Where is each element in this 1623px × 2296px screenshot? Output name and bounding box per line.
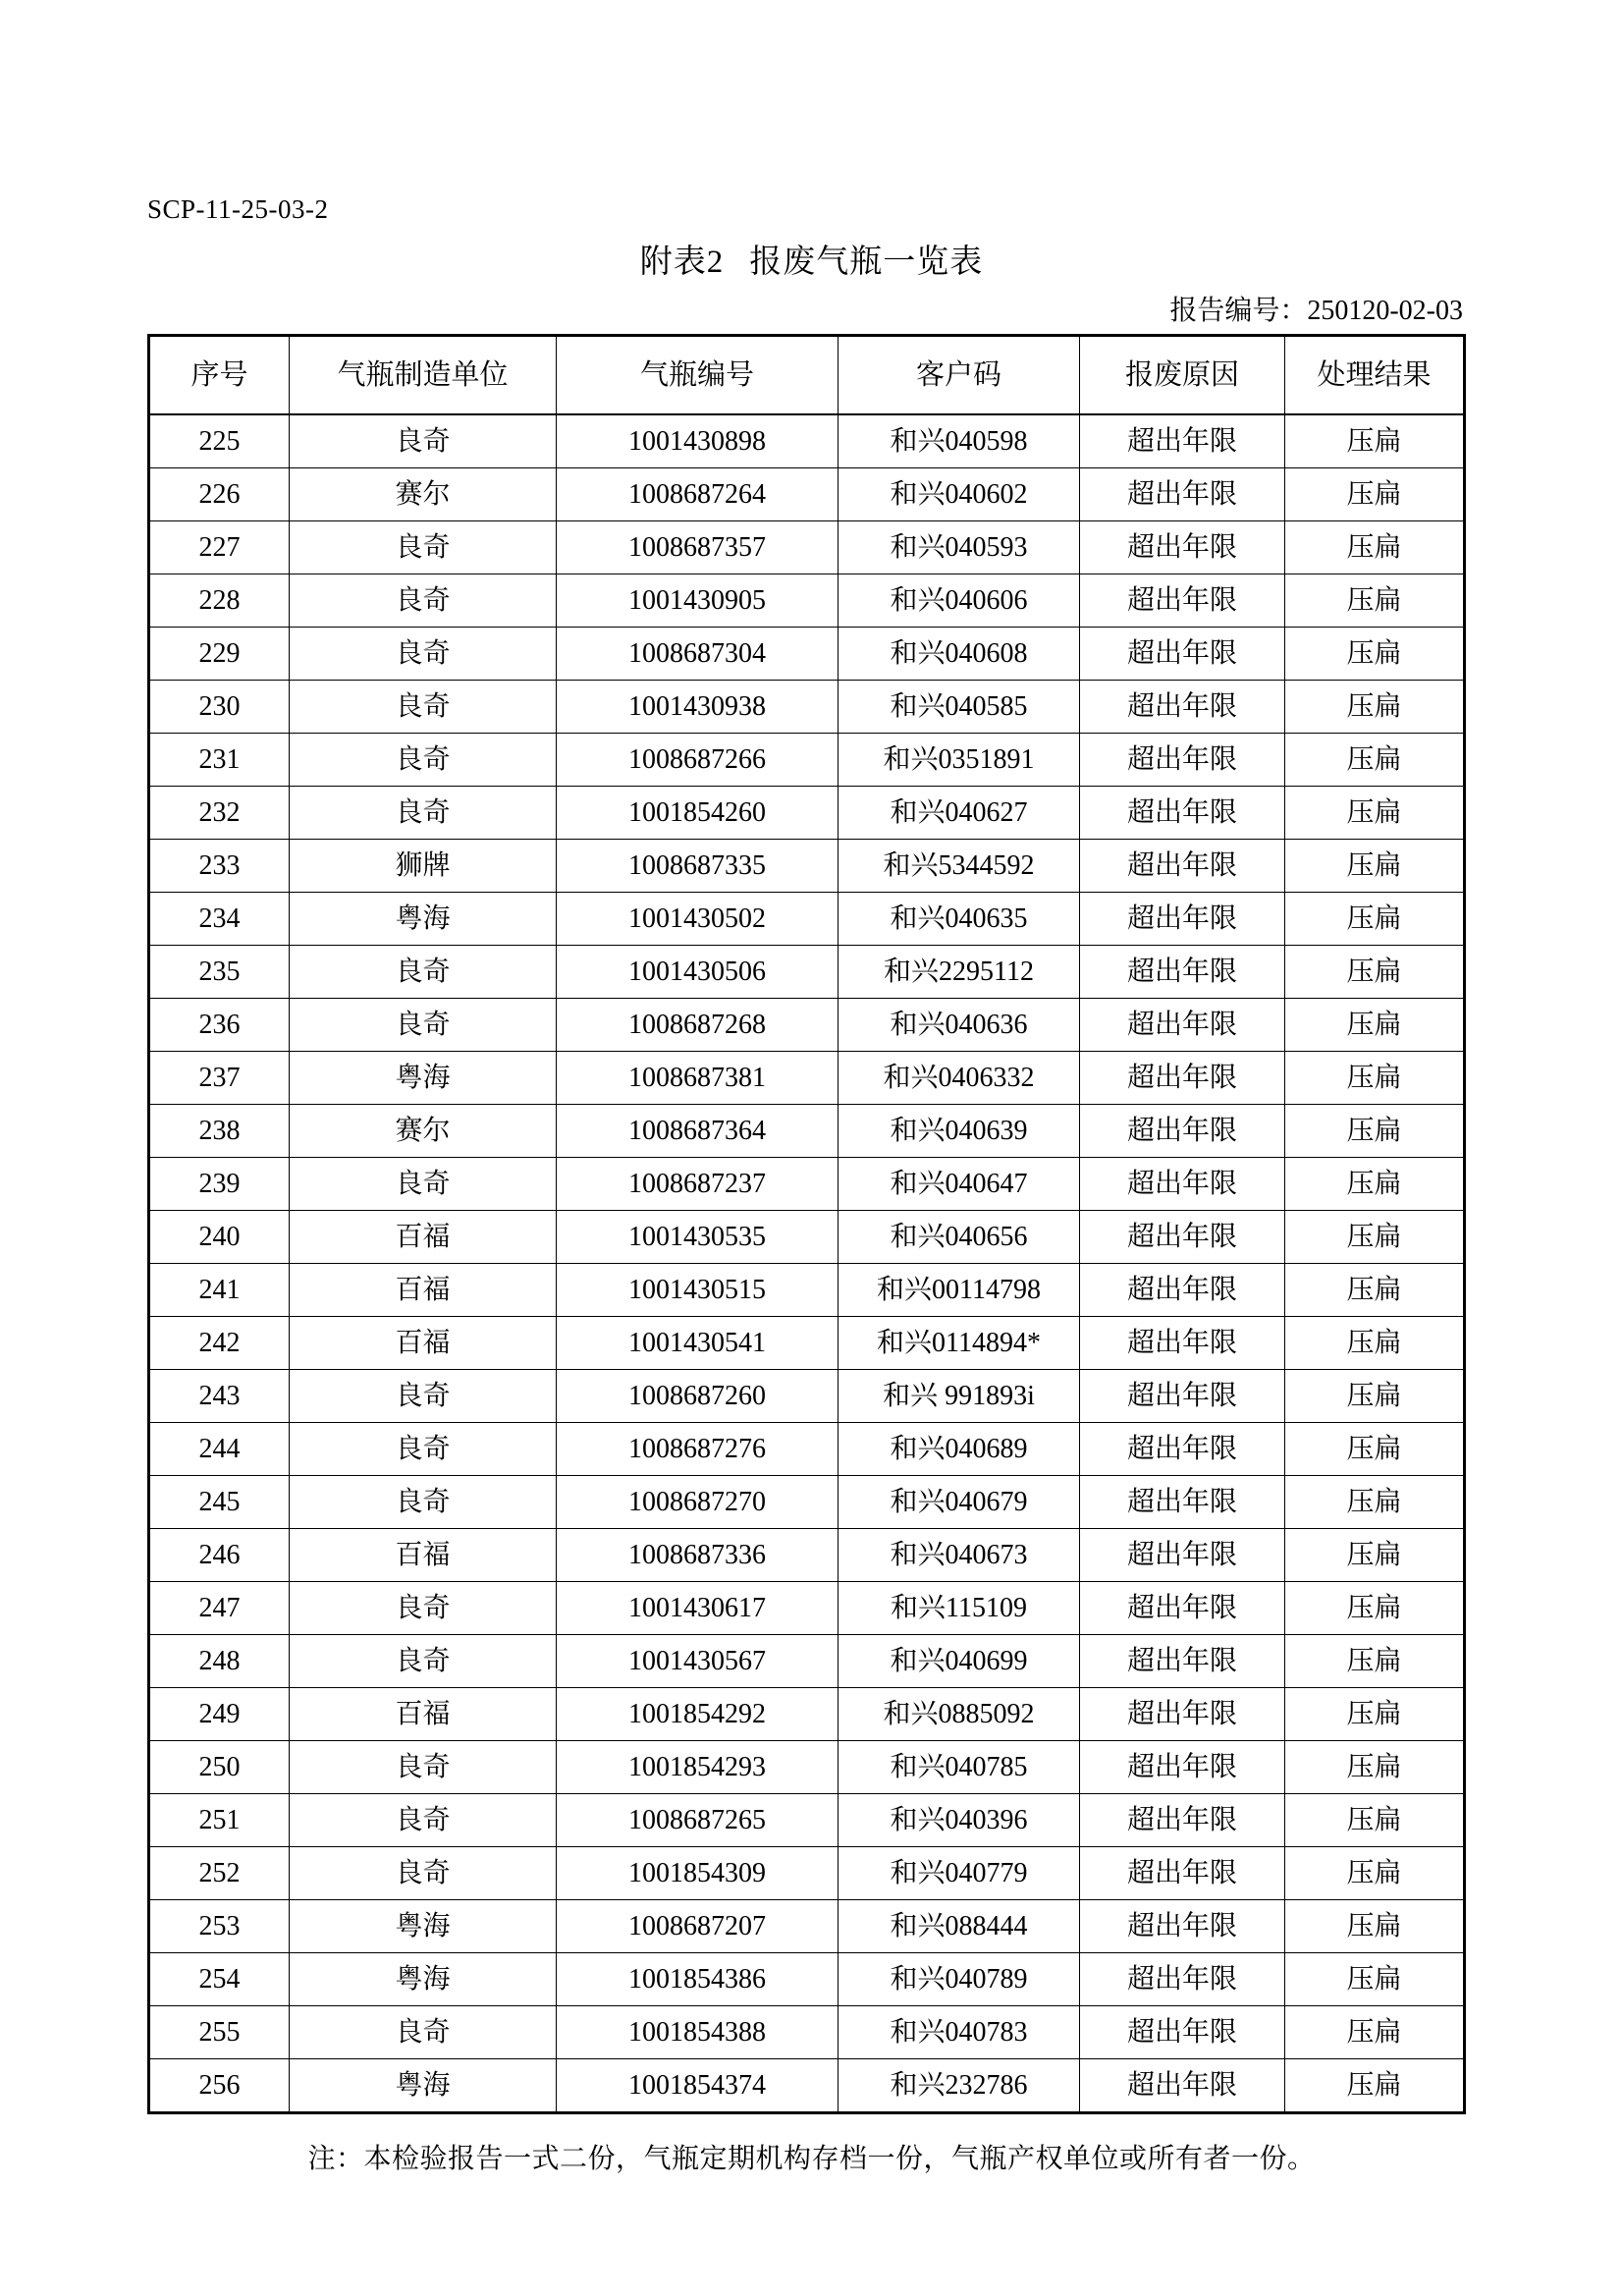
cell-reason: 超出年限 <box>1080 1582 1285 1635</box>
cell-seq: 238 <box>149 1105 290 1158</box>
cell-maker: 良奇 <box>290 574 557 628</box>
cell-result: 压扁 <box>1285 1529 1465 1582</box>
cell-cyl: 1008687335 <box>557 840 839 893</box>
cell-cyl: 1001854386 <box>557 1953 839 2006</box>
cell-result: 压扁 <box>1285 1423 1465 1476</box>
cell-reason: 超出年限 <box>1080 468 1285 521</box>
cell-seq: 248 <box>149 1635 290 1688</box>
cell-reason: 超出年限 <box>1080 1264 1285 1317</box>
cell-cust: 和兴040636 <box>839 999 1080 1052</box>
cell-seq: 241 <box>149 1264 290 1317</box>
cell-cust: 和兴5344592 <box>839 840 1080 893</box>
table-row <box>149 1635 1465 1688</box>
table-row <box>149 1688 1465 1741</box>
cell-cust: 和兴040606 <box>839 574 1080 628</box>
cell-reason: 超出年限 <box>1080 1052 1285 1105</box>
footer-note: 注：本检验报告一式二份，气瓶定期机构存档一份，气瓶产权单位或所有者一份。 <box>307 2144 1316 2174</box>
cell-cyl: 1008687237 <box>557 1158 839 1211</box>
table-row <box>149 1052 1465 1105</box>
column-header-cyl: 气瓶编号 <box>557 336 839 415</box>
cell-seq: 247 <box>149 1582 290 1635</box>
cell-seq: 243 <box>149 1370 290 1423</box>
cell-seq: 233 <box>149 840 290 893</box>
cell-cust: 和兴040593 <box>839 521 1080 574</box>
cell-seq: 226 <box>149 468 290 521</box>
table-row <box>149 1105 1465 1158</box>
cell-result: 压扁 <box>1285 1900 1465 1953</box>
cell-seq: 240 <box>149 1211 290 1264</box>
cell-result: 压扁 <box>1285 1582 1465 1635</box>
cell-cyl: 1008687381 <box>557 1052 839 1105</box>
cell-reason: 超出年限 <box>1080 574 1285 628</box>
cell-cyl: 1001854292 <box>557 1688 839 1741</box>
cell-cyl: 1008687207 <box>557 1900 839 1953</box>
cell-cust: 和兴088444 <box>839 1900 1080 1953</box>
cell-maker: 百福 <box>290 1529 557 1582</box>
report-number-value: 250120-02-03 <box>1307 296 1463 326</box>
cell-maker: 良奇 <box>290 1582 557 1635</box>
cell-cyl: 1001430541 <box>557 1317 839 1370</box>
cell-seq: 225 <box>149 414 290 468</box>
cell-seq: 230 <box>149 681 290 734</box>
cell-reason: 超出年限 <box>1080 521 1285 574</box>
cell-seq: 236 <box>149 999 290 1052</box>
cell-cust: 和兴 991893i <box>839 1370 1080 1423</box>
cell-reason: 超出年限 <box>1080 840 1285 893</box>
cell-maker: 良奇 <box>290 628 557 681</box>
cell-cust: 和兴040779 <box>839 1847 1080 1900</box>
table-row <box>149 681 1465 734</box>
cell-seq: 252 <box>149 1847 290 1900</box>
table-row <box>149 521 1465 574</box>
cell-maker: 粤海 <box>290 1900 557 1953</box>
table-row <box>149 2059 1465 2113</box>
cell-reason: 超出年限 <box>1080 734 1285 787</box>
cell-maker: 百福 <box>290 1688 557 1741</box>
cell-result: 压扁 <box>1285 521 1465 574</box>
cell-reason: 超出年限 <box>1080 1847 1285 1900</box>
column-header-seq: 序号 <box>149 336 290 415</box>
cell-result: 压扁 <box>1285 1317 1465 1370</box>
cell-result: 压扁 <box>1285 1953 1465 2006</box>
cell-cyl: 1008687304 <box>557 628 839 681</box>
cell-cyl: 1008687270 <box>557 1476 839 1529</box>
cell-seq: 253 <box>149 1900 290 1953</box>
table-header-row <box>149 336 1465 415</box>
table-row <box>149 1264 1465 1317</box>
cell-cyl: 1001854309 <box>557 1847 839 1900</box>
table-row <box>149 574 1465 628</box>
table-row <box>149 628 1465 681</box>
cell-cust: 和兴040789 <box>839 1953 1080 2006</box>
cell-maker: 粤海 <box>290 1953 557 2006</box>
cell-maker: 良奇 <box>290 734 557 787</box>
scrapped-cylinder-table <box>147 334 1466 2114</box>
table-row <box>149 1158 1465 1211</box>
cell-result: 压扁 <box>1285 468 1465 521</box>
cell-seq: 239 <box>149 1158 290 1211</box>
cell-seq: 229 <box>149 628 290 681</box>
cell-cust: 和兴040656 <box>839 1211 1080 1264</box>
cell-cust: 和兴040627 <box>839 787 1080 840</box>
cell-seq: 245 <box>149 1476 290 1529</box>
table-row <box>149 468 1465 521</box>
cell-maker: 良奇 <box>290 521 557 574</box>
cell-cyl: 1001430938 <box>557 681 839 734</box>
cell-reason: 超出年限 <box>1080 2059 1285 2113</box>
cell-reason: 超出年限 <box>1080 893 1285 946</box>
cell-result: 压扁 <box>1285 628 1465 681</box>
table-row <box>149 1794 1465 1847</box>
cell-cyl: 1001854260 <box>557 787 839 840</box>
cell-cyl: 1008687266 <box>557 734 839 787</box>
cell-cust: 和兴040647 <box>839 1158 1080 1211</box>
cell-maker: 良奇 <box>290 681 557 734</box>
cell-reason: 超出年限 <box>1080 1423 1285 1476</box>
cell-cyl: 1001854388 <box>557 2006 839 2059</box>
table-row <box>149 893 1465 946</box>
cell-maker: 良奇 <box>290 787 557 840</box>
cell-seq: 242 <box>149 1317 290 1370</box>
cell-cyl: 1001430515 <box>557 1264 839 1317</box>
column-header-cust: 客户码 <box>839 336 1080 415</box>
cell-maker: 良奇 <box>290 1423 557 1476</box>
cell-cust: 和兴040608 <box>839 628 1080 681</box>
cell-cyl: 1001430567 <box>557 1635 839 1688</box>
cell-cyl: 1008687265 <box>557 1794 839 1847</box>
cell-cust: 和兴0351891 <box>839 734 1080 787</box>
cell-cyl: 1008687264 <box>557 468 839 521</box>
cell-seq: 254 <box>149 1953 290 2006</box>
cell-result: 压扁 <box>1285 2006 1465 2059</box>
cell-reason: 超出年限 <box>1080 1105 1285 1158</box>
cell-cust: 和兴040585 <box>839 681 1080 734</box>
cell-seq: 232 <box>149 787 290 840</box>
cell-reason: 超出年限 <box>1080 1158 1285 1211</box>
cell-reason: 超出年限 <box>1080 1370 1285 1423</box>
cell-cyl: 1001430506 <box>557 946 839 999</box>
cell-reason: 超出年限 <box>1080 1953 1285 2006</box>
cell-maker: 赛尔 <box>290 468 557 521</box>
cell-reason: 超出年限 <box>1080 1900 1285 1953</box>
cell-seq: 237 <box>149 1052 290 1105</box>
cell-cust: 和兴040396 <box>839 1794 1080 1847</box>
table-row <box>149 1953 1465 2006</box>
cell-cust: 和兴232786 <box>839 2059 1080 2113</box>
table-row <box>149 999 1465 1052</box>
table-row <box>149 1317 1465 1370</box>
cell-maker: 良奇 <box>290 414 557 468</box>
cell-result: 压扁 <box>1285 681 1465 734</box>
cell-maker: 良奇 <box>290 2006 557 2059</box>
table-header <box>149 336 1465 415</box>
cell-cyl: 1001430502 <box>557 893 839 946</box>
cell-seq: 255 <box>149 2006 290 2059</box>
cell-maker: 良奇 <box>290 999 557 1052</box>
cell-reason: 超出年限 <box>1080 1476 1285 1529</box>
cell-result: 压扁 <box>1285 1635 1465 1688</box>
cell-seq: 231 <box>149 734 290 787</box>
cell-maker: 良奇 <box>290 1370 557 1423</box>
cell-reason: 超出年限 <box>1080 1529 1285 1582</box>
table-row <box>149 946 1465 999</box>
table-row <box>149 2006 1465 2059</box>
cell-seq: 228 <box>149 574 290 628</box>
cell-cyl: 1001430905 <box>557 574 839 628</box>
report-number <box>1169 289 1463 328</box>
cell-seq: 227 <box>149 521 290 574</box>
cell-cust: 和兴040689 <box>839 1423 1080 1476</box>
cell-seq: 249 <box>149 1688 290 1741</box>
cell-maker: 良奇 <box>290 946 557 999</box>
column-header-result: 处理结果 <box>1285 336 1465 415</box>
cell-seq: 235 <box>149 946 290 999</box>
cell-result: 压扁 <box>1285 414 1465 468</box>
cell-result: 压扁 <box>1285 1688 1465 1741</box>
cell-cust: 和兴115109 <box>839 1582 1080 1635</box>
cell-cust: 和兴040679 <box>839 1476 1080 1529</box>
cell-maker: 良奇 <box>290 1741 557 1794</box>
cell-result: 压扁 <box>1285 1476 1465 1529</box>
cell-maker: 良奇 <box>290 1794 557 1847</box>
cell-cust: 和兴040673 <box>839 1529 1080 1582</box>
table-row <box>149 1529 1465 1582</box>
title-prefix: 附表2 <box>639 245 725 280</box>
cell-result: 压扁 <box>1285 946 1465 999</box>
cell-maker: 粤海 <box>290 893 557 946</box>
table-row <box>149 1900 1465 1953</box>
cell-result: 压扁 <box>1285 2059 1465 2113</box>
cell-cust: 和兴040598 <box>839 414 1080 468</box>
title-main: 报废气瓶一览表 <box>749 245 984 280</box>
column-header-reason: 报废原因 <box>1080 336 1285 415</box>
cell-reason: 超出年限 <box>1080 681 1285 734</box>
cell-cyl: 1001430535 <box>557 1211 839 1264</box>
cell-maker: 百福 <box>290 1264 557 1317</box>
table-row <box>149 787 1465 840</box>
cell-result: 压扁 <box>1285 1847 1465 1900</box>
cell-cust: 和兴040785 <box>839 1741 1080 1794</box>
table-row <box>149 1423 1465 1476</box>
cell-cust: 和兴0885092 <box>839 1688 1080 1741</box>
cell-reason: 超出年限 <box>1080 1741 1285 1794</box>
cell-maker: 良奇 <box>290 1158 557 1211</box>
cell-cyl: 1001430617 <box>557 1582 839 1635</box>
cell-maker: 百福 <box>290 1211 557 1264</box>
cell-maker: 良奇 <box>290 1635 557 1688</box>
cell-result: 压扁 <box>1285 1741 1465 1794</box>
table-row <box>149 1741 1465 1794</box>
table-row <box>149 734 1465 787</box>
cell-result: 压扁 <box>1285 893 1465 946</box>
cell-result: 压扁 <box>1285 1370 1465 1423</box>
cell-maker: 粤海 <box>290 1052 557 1105</box>
page-title <box>0 236 1623 282</box>
cell-seq: 244 <box>149 1423 290 1476</box>
cell-reason: 超出年限 <box>1080 414 1285 468</box>
cell-cyl: 1008687260 <box>557 1370 839 1423</box>
cell-cyl: 1001854293 <box>557 1741 839 1794</box>
cell-seq: 251 <box>149 1794 290 1847</box>
cell-result: 压扁 <box>1285 1794 1465 1847</box>
cell-cust: 和兴2295112 <box>839 946 1080 999</box>
table-row <box>149 840 1465 893</box>
cell-result: 压扁 <box>1285 1052 1465 1105</box>
cell-reason: 超出年限 <box>1080 999 1285 1052</box>
cell-reason: 超出年限 <box>1080 946 1285 999</box>
cell-cust: 和兴040635 <box>839 893 1080 946</box>
cell-cust: 和兴040783 <box>839 2006 1080 2059</box>
cell-reason: 超出年限 <box>1080 1688 1285 1741</box>
cell-cyl: 1008687276 <box>557 1423 839 1476</box>
cell-seq: 250 <box>149 1741 290 1794</box>
table-row <box>149 1211 1465 1264</box>
cell-reason: 超出年限 <box>1080 787 1285 840</box>
cell-seq: 256 <box>149 2059 290 2113</box>
cell-result: 压扁 <box>1285 1105 1465 1158</box>
cell-result: 压扁 <box>1285 1211 1465 1264</box>
cell-cust: 和兴0406332 <box>839 1052 1080 1105</box>
cell-result: 压扁 <box>1285 1158 1465 1211</box>
cell-cust: 和兴0114894* <box>839 1317 1080 1370</box>
cell-result: 压扁 <box>1285 999 1465 1052</box>
cell-cyl: 1001430898 <box>557 414 839 468</box>
document-code: SCP-11-25-03-2 <box>147 194 329 224</box>
cell-result: 压扁 <box>1285 787 1465 840</box>
cell-maker: 粤海 <box>290 2059 557 2113</box>
cell-cyl: 1008687336 <box>557 1529 839 1582</box>
cell-maker: 赛尔 <box>290 1105 557 1158</box>
cell-reason: 超出年限 <box>1080 1317 1285 1370</box>
column-header-maker: 气瓶制造单位 <box>290 336 557 415</box>
table-row <box>149 1582 1465 1635</box>
cell-maker: 良奇 <box>290 1476 557 1529</box>
cell-result: 压扁 <box>1285 734 1465 787</box>
cell-cyl: 1008687364 <box>557 1105 839 1158</box>
table-row <box>149 414 1465 468</box>
table-row <box>149 1476 1465 1529</box>
cell-maker: 狮牌 <box>290 840 557 893</box>
cell-maker: 百福 <box>290 1317 557 1370</box>
cell-cyl: 1001854374 <box>557 2059 839 2113</box>
scrapped-cylinder-table-wrapper <box>147 334 1463 2114</box>
table-row <box>149 1370 1465 1423</box>
cell-reason: 超出年限 <box>1080 1635 1285 1688</box>
cell-result: 压扁 <box>1285 1264 1465 1317</box>
cell-cust: 和兴040602 <box>839 468 1080 521</box>
table-row <box>149 1847 1465 1900</box>
table-body <box>149 414 1465 2113</box>
cell-seq: 234 <box>149 893 290 946</box>
cell-reason: 超出年限 <box>1080 1794 1285 1847</box>
cell-maker: 良奇 <box>290 1847 557 1900</box>
cell-seq: 246 <box>149 1529 290 1582</box>
report-number-label: 报告编号： <box>1169 296 1308 326</box>
cell-cust: 和兴040699 <box>839 1635 1080 1688</box>
cell-reason: 超出年限 <box>1080 2006 1285 2059</box>
cell-result: 压扁 <box>1285 840 1465 893</box>
cell-cust: 和兴040639 <box>839 1105 1080 1158</box>
cell-result: 压扁 <box>1285 574 1465 628</box>
cell-cust: 和兴00114798 <box>839 1264 1080 1317</box>
cell-cyl: 1008687357 <box>557 521 839 574</box>
cell-reason: 超出年限 <box>1080 1211 1285 1264</box>
cell-cyl: 1008687268 <box>557 999 839 1052</box>
cell-reason: 超出年限 <box>1080 628 1285 681</box>
